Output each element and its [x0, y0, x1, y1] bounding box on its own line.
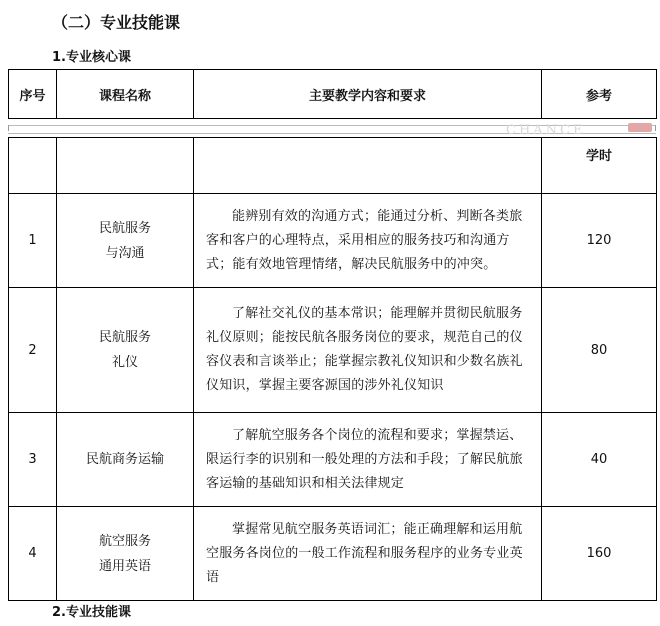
header-content: 主要教学内容和要求 [194, 70, 542, 119]
table-row [9, 288, 657, 413]
course-hours: 160 [542, 507, 657, 601]
course-hours: 40 [542, 413, 657, 507]
course-hours: 120 [542, 194, 657, 288]
course-content: 了解社交礼仪的基本常识；能理解并贯彻民航服务礼仪原则；能按民航各服务岗位的要求，规范自己的仪容仪表和言谈举止；能掌握宗教礼仪知识和少数名族礼仪知识，掌握主要客源国的涉外礼仪知识 [194, 288, 542, 413]
watermark-logo-icon [628, 123, 652, 132]
course-table-header [8, 69, 657, 119]
course-name: 民航服务 礼仪 [57, 288, 194, 413]
table-row [9, 413, 657, 507]
row-num: 2 [9, 288, 57, 413]
header-course-name: 课程名称 [57, 70, 194, 119]
course-content: 掌握常见航空服务英语词汇；能正确理解和运用航空服务各岗位的一般工作流程和服务程序的业务专业英语 [194, 507, 542, 601]
course-table [8, 137, 657, 601]
header-num: 序号 [9, 70, 57, 119]
table-header-row [9, 70, 657, 119]
crop-mark-left [8, 125, 15, 131]
next-section-title: 2.专业技能课 [52, 605, 131, 620]
watermark: CHANCE [506, 123, 586, 138]
section-title: （二）专业技能课 [52, 13, 181, 32]
table-row [9, 507, 657, 601]
course-name: 航空服务 通用英语 [57, 507, 194, 601]
row-num: 1 [9, 194, 57, 288]
course-hours: 80 [542, 288, 657, 413]
row-num: 4 [9, 507, 57, 601]
table-row [9, 194, 657, 288]
course-content: 了解航空服务各个岗位的流程和要求；掌握禁运、限运行李的识别和一般处理的方法和手段；了解民航旅客运输的基础知识和相关法律规定 [194, 413, 542, 507]
course-name: 民航服务 与沟通 [57, 194, 194, 288]
hours-unit: 学时 [542, 138, 657, 194]
subsection-title: 1.专业核心课 [52, 50, 131, 65]
table-unit-row [9, 138, 657, 194]
row-num: 3 [9, 413, 57, 507]
course-content: 能辨别有效的沟通方式；能通过分析、判断各类旅客和客户的心理特点，采用相应的服务技巧和沟通方式；能有效地管理情绪，解决民航服务中的冲突。 [194, 194, 542, 288]
course-name: 民航商务运输 [57, 413, 194, 507]
header-hours: 参考 [542, 70, 657, 119]
